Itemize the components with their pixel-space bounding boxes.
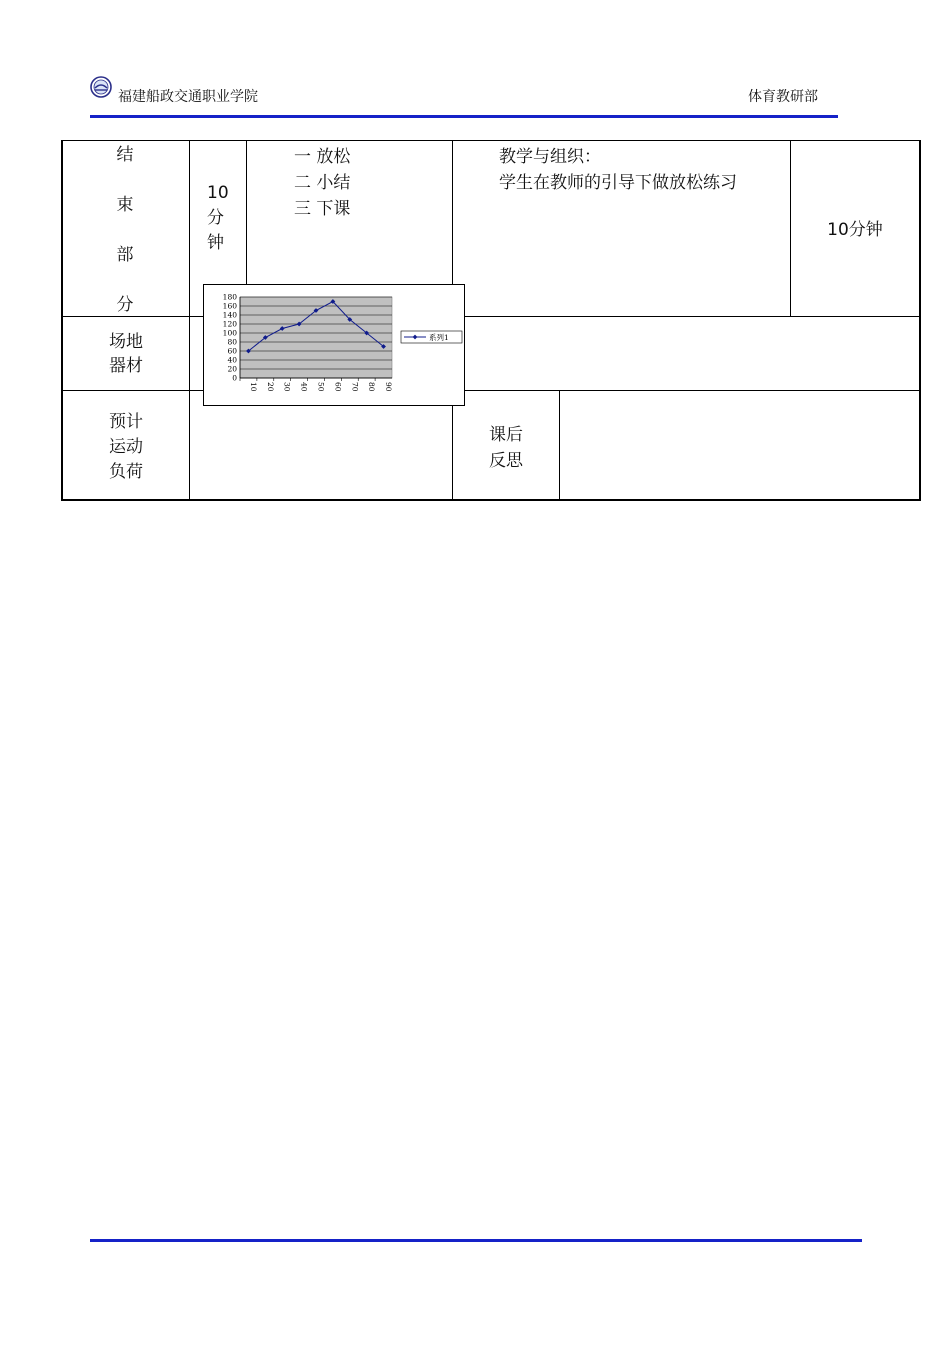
duration-line: 钟 [207, 233, 224, 253]
y-tick-label: 0 [232, 373, 237, 383]
load-chart [203, 284, 465, 406]
legend-label: 系列1 [429, 333, 449, 342]
school-name: 福建船政交通职业学院 [118, 89, 258, 105]
venue-label-line: 场地 [109, 332, 143, 352]
x-tick-label: 20 [265, 382, 275, 392]
x-tick-label: 70 [350, 382, 360, 392]
load-chart-svg [204, 285, 466, 407]
department-name: 体育教研部 [748, 89, 818, 105]
venue-label-line: 器材 [109, 356, 143, 376]
duration-line: 10 [207, 183, 229, 203]
section-label-char: 束 [116, 195, 134, 215]
load-label-line: 负荷 [109, 462, 143, 482]
section-label-char: 部 [116, 245, 134, 265]
x-tick-label: 50 [316, 382, 326, 392]
y-tick-label: 180 [222, 292, 237, 302]
x-tick-label: 40 [299, 382, 309, 392]
section-label-char: 分 [116, 295, 134, 315]
section-label-char: 结 [116, 145, 134, 165]
content-line: 一 放松 [294, 147, 351, 167]
school-emblem-icon [90, 76, 112, 98]
y-tick-label: 100 [222, 328, 237, 338]
organization-line: 学生在教师的引导下做放松练习 [499, 173, 737, 193]
y-tick-label: 80 [227, 337, 237, 347]
header-rule [90, 115, 838, 118]
time-total: 10分钟 [827, 220, 883, 240]
y-tick-label: 40 [227, 355, 237, 365]
content-line: 三 下课 [294, 199, 351, 219]
page-header [90, 72, 838, 118]
reflection-label-line: 课后 [489, 425, 523, 445]
footer-rule [90, 1239, 862, 1242]
x-tick-label: 90 [384, 382, 394, 392]
y-tick-label: 140 [222, 310, 237, 320]
organization-line: 教学与组织： [499, 147, 601, 167]
y-tick-label: 20 [227, 364, 237, 374]
duration-line: 分 [207, 208, 224, 228]
load-label-line: 预计 [109, 412, 143, 432]
content-line: 二 小结 [294, 173, 351, 193]
x-tick-label: 30 [282, 382, 292, 392]
y-tick-label: 60 [227, 346, 237, 356]
y-tick-label: 120 [222, 319, 237, 329]
x-tick-label: 10 [248, 382, 258, 392]
load-label-line: 运动 [109, 437, 143, 457]
y-tick-label: 160 [222, 301, 237, 311]
x-tick-label: 60 [333, 382, 343, 392]
reflection-label-line: 反思 [489, 451, 523, 471]
x-tick-label: 80 [367, 382, 377, 392]
